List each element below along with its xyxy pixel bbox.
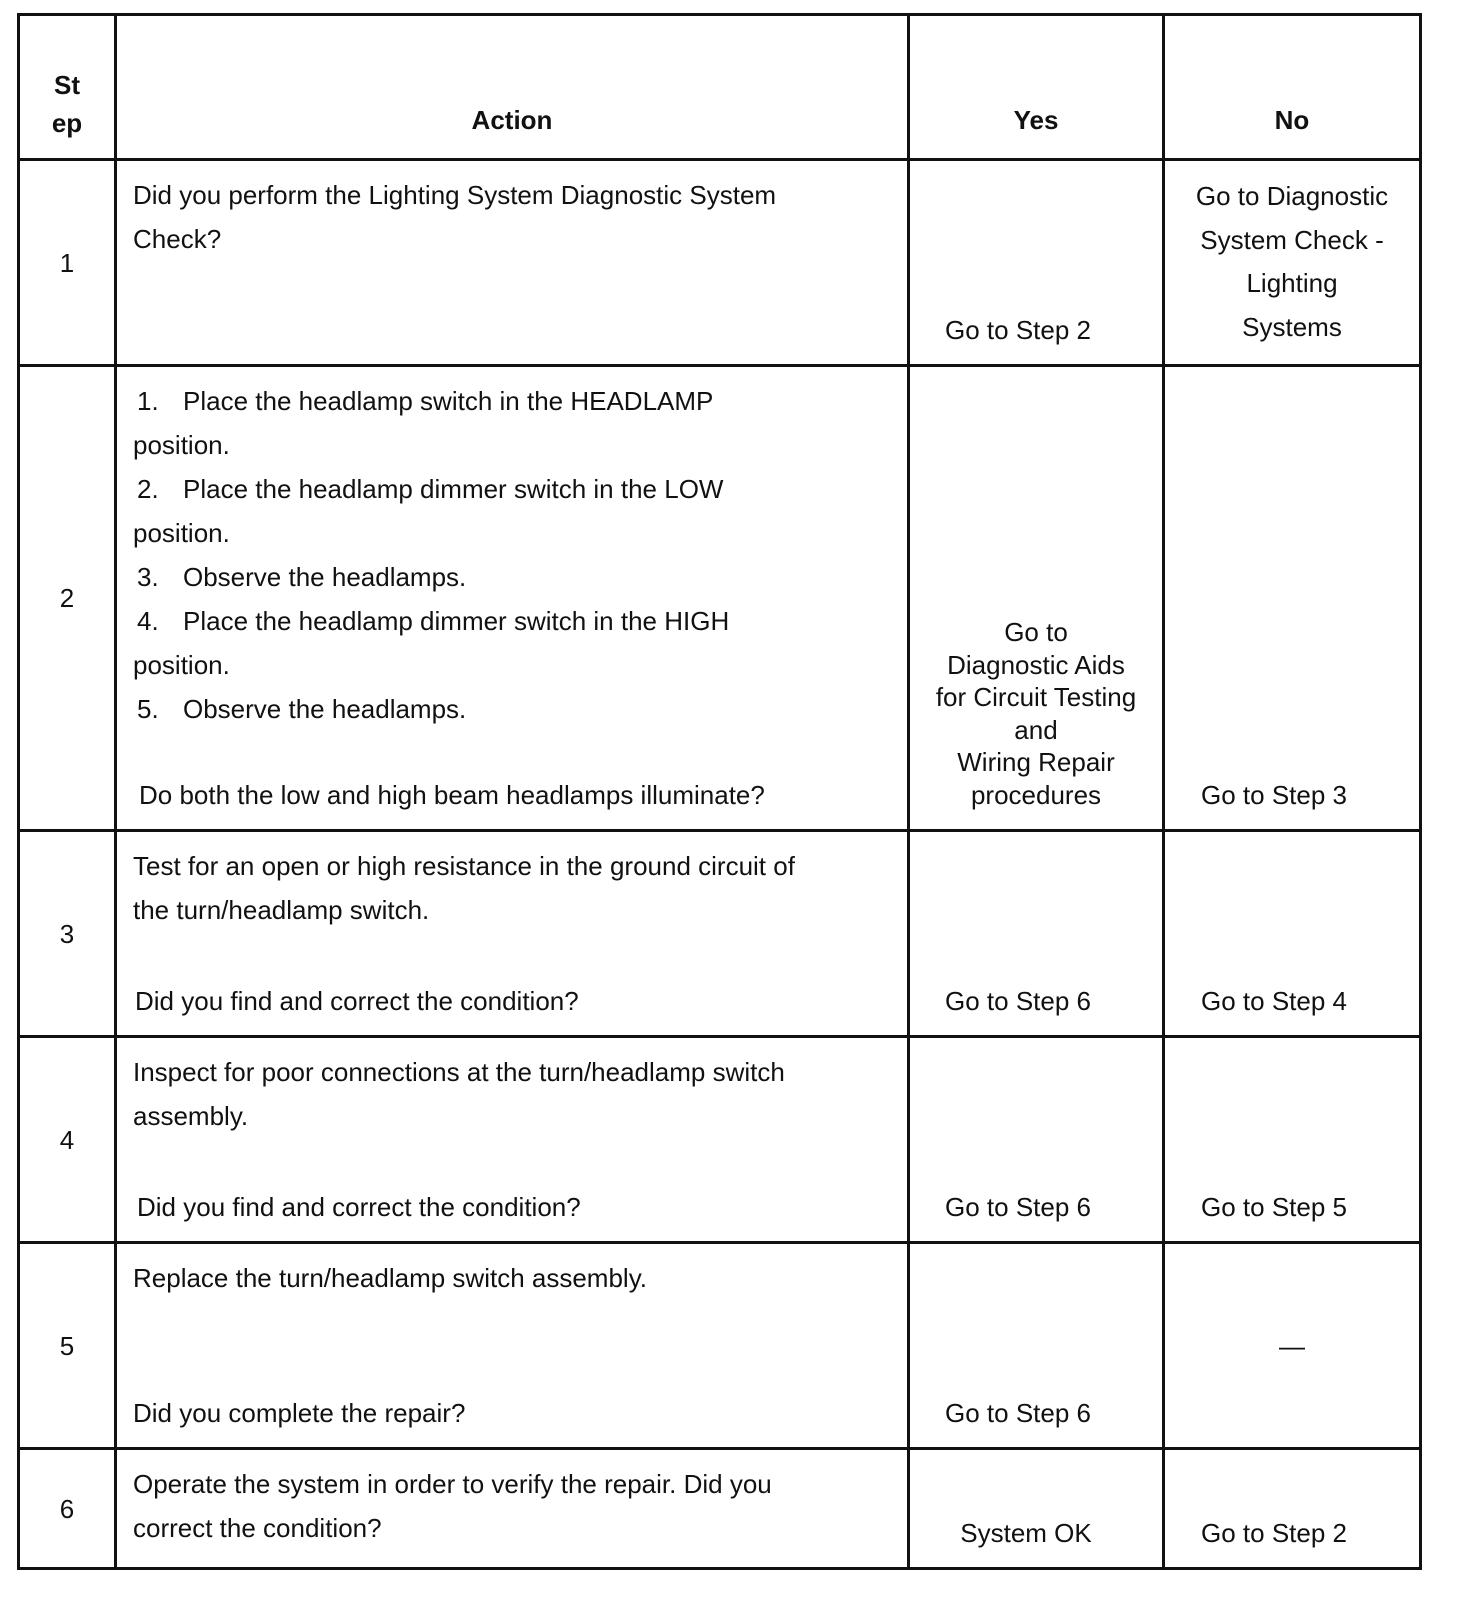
table-row bbox=[19, 1449, 1421, 1569]
step-number: 1 bbox=[19, 160, 116, 366]
step-number: 3 bbox=[19, 831, 116, 1037]
no-cell bbox=[1164, 1243, 1421, 1449]
action-cell bbox=[116, 831, 909, 1037]
step-number: 2 bbox=[19, 366, 116, 831]
action-line: assembly. bbox=[133, 1101, 249, 1131]
no-text: Go to Step 2 bbox=[1201, 1518, 1347, 1548]
action-content bbox=[117, 161, 907, 364]
no-content bbox=[1165, 367, 1419, 829]
action-text: Did you perform the Lighting System Diagnostic System Check? bbox=[133, 180, 777, 254]
step-number: 6 bbox=[19, 1449, 116, 1569]
yes-multiline bbox=[910, 616, 1162, 811]
no-text: Go to Step 3 bbox=[1201, 780, 1347, 810]
list-continuation: position. bbox=[133, 518, 230, 548]
question-text: Do both the low and high beam headlamps illuminate? bbox=[139, 780, 765, 810]
yes-cell bbox=[909, 1243, 1164, 1449]
no-text: Go to Step 5 bbox=[1201, 1192, 1347, 1222]
action-line: the turn/headlamp switch. bbox=[133, 895, 430, 925]
list-continuation: position. bbox=[133, 430, 230, 460]
yes-line: Go to bbox=[1004, 617, 1068, 647]
yes-line: for Circuit Testing bbox=[935, 682, 1137, 712]
list-number: 4. bbox=[137, 606, 159, 636]
action-cell bbox=[116, 1037, 909, 1243]
no-cell bbox=[1164, 831, 1421, 1037]
yes-header: Yes bbox=[909, 15, 1164, 160]
step-header-line-2: ep bbox=[51, 108, 83, 138]
yes-text: System OK bbox=[960, 1518, 1092, 1548]
list-item bbox=[133, 379, 891, 423]
no-content bbox=[1165, 832, 1419, 1035]
action-cell bbox=[116, 1243, 909, 1449]
table-row bbox=[19, 160, 1421, 366]
no-text: Go to Step 4 bbox=[1201, 986, 1347, 1016]
list-item bbox=[133, 687, 891, 731]
action-line: correct the condition? bbox=[133, 1513, 382, 1543]
list-text: Place the headlamp dimmer switch in the HIGH bbox=[183, 606, 730, 636]
action-content bbox=[117, 1244, 907, 1447]
list-text: Observe the headlamps. bbox=[183, 694, 467, 724]
no-content bbox=[1165, 1244, 1419, 1447]
list-number: 5. bbox=[137, 694, 159, 724]
action-content bbox=[117, 367, 907, 829]
yes-line: procedures bbox=[970, 779, 1102, 810]
yes-content bbox=[910, 367, 1162, 829]
action-content bbox=[117, 1038, 907, 1241]
yes-text: Go to Step 6 bbox=[945, 986, 1091, 1016]
no-content bbox=[1165, 1450, 1419, 1567]
list-text: Place the headlamp switch in the HEADLAMP bbox=[183, 386, 714, 416]
list-number: 1. bbox=[137, 386, 159, 416]
no-line: System Check - bbox=[1200, 224, 1384, 255]
action-line: Operate the system in order to verify the repair. Did you bbox=[133, 1469, 772, 1499]
yes-text: Go to Step 6 bbox=[945, 1192, 1091, 1222]
no-cell bbox=[1164, 160, 1421, 366]
yes-content bbox=[910, 1450, 1162, 1567]
action-line: Inspect for poor connections at the turn/headlamp switch bbox=[133, 1057, 785, 1087]
yes-content bbox=[910, 1038, 1162, 1241]
action-header: Action bbox=[116, 15, 909, 160]
no-cell bbox=[1164, 1449, 1421, 1569]
list-continuation: position. bbox=[133, 650, 230, 680]
table-row bbox=[19, 831, 1421, 1037]
no-header: No bbox=[1164, 15, 1421, 160]
list-item bbox=[133, 555, 891, 599]
step-header-line-1: St bbox=[54, 70, 80, 100]
list-text: Observe the headlamps. bbox=[183, 562, 467, 592]
step-number: 5 bbox=[19, 1243, 116, 1449]
yes-cell bbox=[909, 366, 1164, 831]
step-header bbox=[19, 15, 116, 160]
action-cell bbox=[116, 366, 909, 831]
action-cell bbox=[116, 160, 909, 366]
no-line: Systems bbox=[1242, 311, 1342, 342]
yes-line: Diagnostic Aids bbox=[947, 649, 1125, 680]
yes-content bbox=[910, 1244, 1162, 1447]
yes-cell bbox=[909, 1037, 1164, 1243]
header-row bbox=[19, 15, 1421, 160]
question-text: Did you complete the repair? bbox=[133, 1398, 466, 1428]
no-line: Lighting bbox=[1246, 268, 1338, 298]
table-row bbox=[19, 366, 1421, 831]
yes-cell bbox=[909, 160, 1164, 366]
no-content bbox=[1165, 1038, 1419, 1241]
table-row bbox=[19, 1243, 1421, 1449]
list-number: 3. bbox=[137, 562, 159, 592]
list-item bbox=[133, 467, 891, 511]
yes-text: Go to Step 6 bbox=[945, 1398, 1091, 1428]
no-dash: — bbox=[1279, 1330, 1305, 1361]
table-row bbox=[19, 1037, 1421, 1243]
list-number: 2. bbox=[137, 474, 159, 504]
action-line: Replace the turn/headlamp switch assembly. bbox=[133, 1263, 647, 1293]
question-text: Did you find and correct the condition? bbox=[137, 1192, 581, 1222]
yes-cell bbox=[909, 831, 1164, 1037]
yes-cell bbox=[909, 1449, 1164, 1569]
list-text: Place the headlamp dimmer switch in the LOW bbox=[183, 474, 724, 504]
no-line: Go to Diagnostic bbox=[1195, 181, 1389, 211]
diagnostic-table bbox=[17, 13, 1422, 1570]
action-cell bbox=[116, 1449, 909, 1569]
action-content bbox=[117, 1450, 907, 1567]
action-line: Test for an open or high resistance in the ground circuit of bbox=[133, 851, 795, 881]
question-text: Did you find and correct the condition? bbox=[135, 986, 579, 1016]
yes-content bbox=[910, 832, 1162, 1035]
no-content bbox=[1165, 161, 1419, 349]
no-cell bbox=[1164, 366, 1421, 831]
step-number: 4 bbox=[19, 1037, 116, 1243]
yes-line: and bbox=[1014, 714, 1058, 745]
list-item bbox=[133, 599, 891, 643]
no-cell bbox=[1164, 1037, 1421, 1243]
yes-content bbox=[910, 161, 1162, 364]
action-content bbox=[117, 832, 907, 1035]
yes-text: Go to Step 2 bbox=[945, 315, 1091, 345]
yes-line: Wiring Repair bbox=[957, 747, 1115, 777]
